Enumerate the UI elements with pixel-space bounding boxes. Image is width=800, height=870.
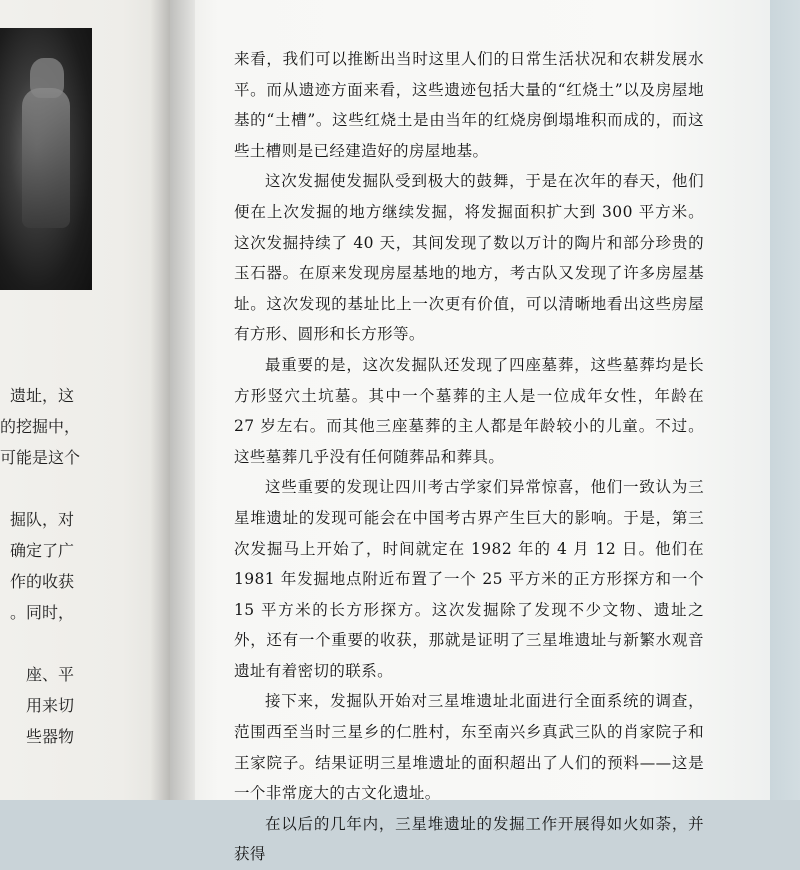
left-line <box>0 628 80 659</box>
paragraph-5: 接下来，发掘队开始对三星堆遗址北面进行全面系统的调查，范围西至当时三星乡的仁胜村，东至南兴乡真武三队的肖家院子和王家院子。结果证明三星堆遗址的面积超出了人们的预料——这是一个非常庞大的古文化遗址。 <box>234 692 704 803</box>
paragraph-2: 这次发掘使发掘队受到极大的鼓舞，于是在次年的春天，他们便在上次发掘的地方继续发掘，将发掘面积扩大到 300 平方米。这次发掘持续了 40 天，其间发现了数以万计的陶片和部分珍贵的玉石器。在原来发现房屋基地的地方，考古队又发现了许多房屋基址。这次发现的基址比上一次更有价值，可以清晰地看出这些房屋有方形、圆形和长方形等。 <box>234 172 704 344</box>
left-line: 用来切 <box>25 696 74 715</box>
left-line: 些器物 <box>25 727 74 746</box>
left-line: 可能是这个 <box>0 448 80 467</box>
figurine-body-shape <box>22 88 70 228</box>
book-gutter-shadow <box>150 0 195 800</box>
body-text <box>234 44 704 870</box>
artifact-photo <box>0 28 92 290</box>
left-page <box>0 0 175 800</box>
paragraph-3: 最重要的是，这次发掘队还发现了四座墓葬，这些墓葬均是长方形竖穴土坑墓。其中一个墓葬的主人是一位成年女性，年龄在 27 岁左右。而其他三座墓葬的主人都是年龄较小的儿童。不过。这些墓葬几乎没有任何随葬品和葬具。 <box>234 355 704 466</box>
paragraph-4: 这些重要的发现让四川考古学家们异常惊喜，他们一致认为三星堆遗址的发现可能会在中国考古界产生巨大的影响。于是，第三次发掘马上开始了，时间就定在 1982 年的 4 月 12 日。他们在 1981 年发掘地点附近布置了一个 25 平方米的正方形探方和一个 15 平方米的长方形探方。这次发掘除了发现不少文物、遗址之外，还有一个重要的收获，那就是证明了三星堆遗址与新繁水观音遗址有着密切的联系。 <box>234 478 704 680</box>
left-page-text <box>0 380 80 752</box>
paragraph-1: 来看，我们可以推断出当时这里人们的日常生活状况和农耕发展水平。而从遗迹方面来看，这些遗迹包括大量的“红烧土”以及房屋地基的“土槽”。这些红烧土是由当年的红烧房倒塌堆积而成的，而这些土槽则是已经建造好的房屋地基。 <box>234 50 704 160</box>
left-line: 确定了广 <box>9 541 74 560</box>
left-line: 掘队，对 <box>9 510 74 529</box>
left-line: 作的收获 <box>9 572 74 591</box>
left-line: 遗址，这 <box>9 386 74 405</box>
left-line: 的挖掘中， <box>0 417 80 436</box>
left-line <box>0 473 80 504</box>
left-line: 。同时， <box>9 603 74 622</box>
left-line: 座、平 <box>25 665 74 684</box>
paragraph-6: 在以后的几年内，三星堆遗址的发掘工作开展得如火如荼，并获得 <box>234 814 704 864</box>
right-page <box>170 0 770 864</box>
